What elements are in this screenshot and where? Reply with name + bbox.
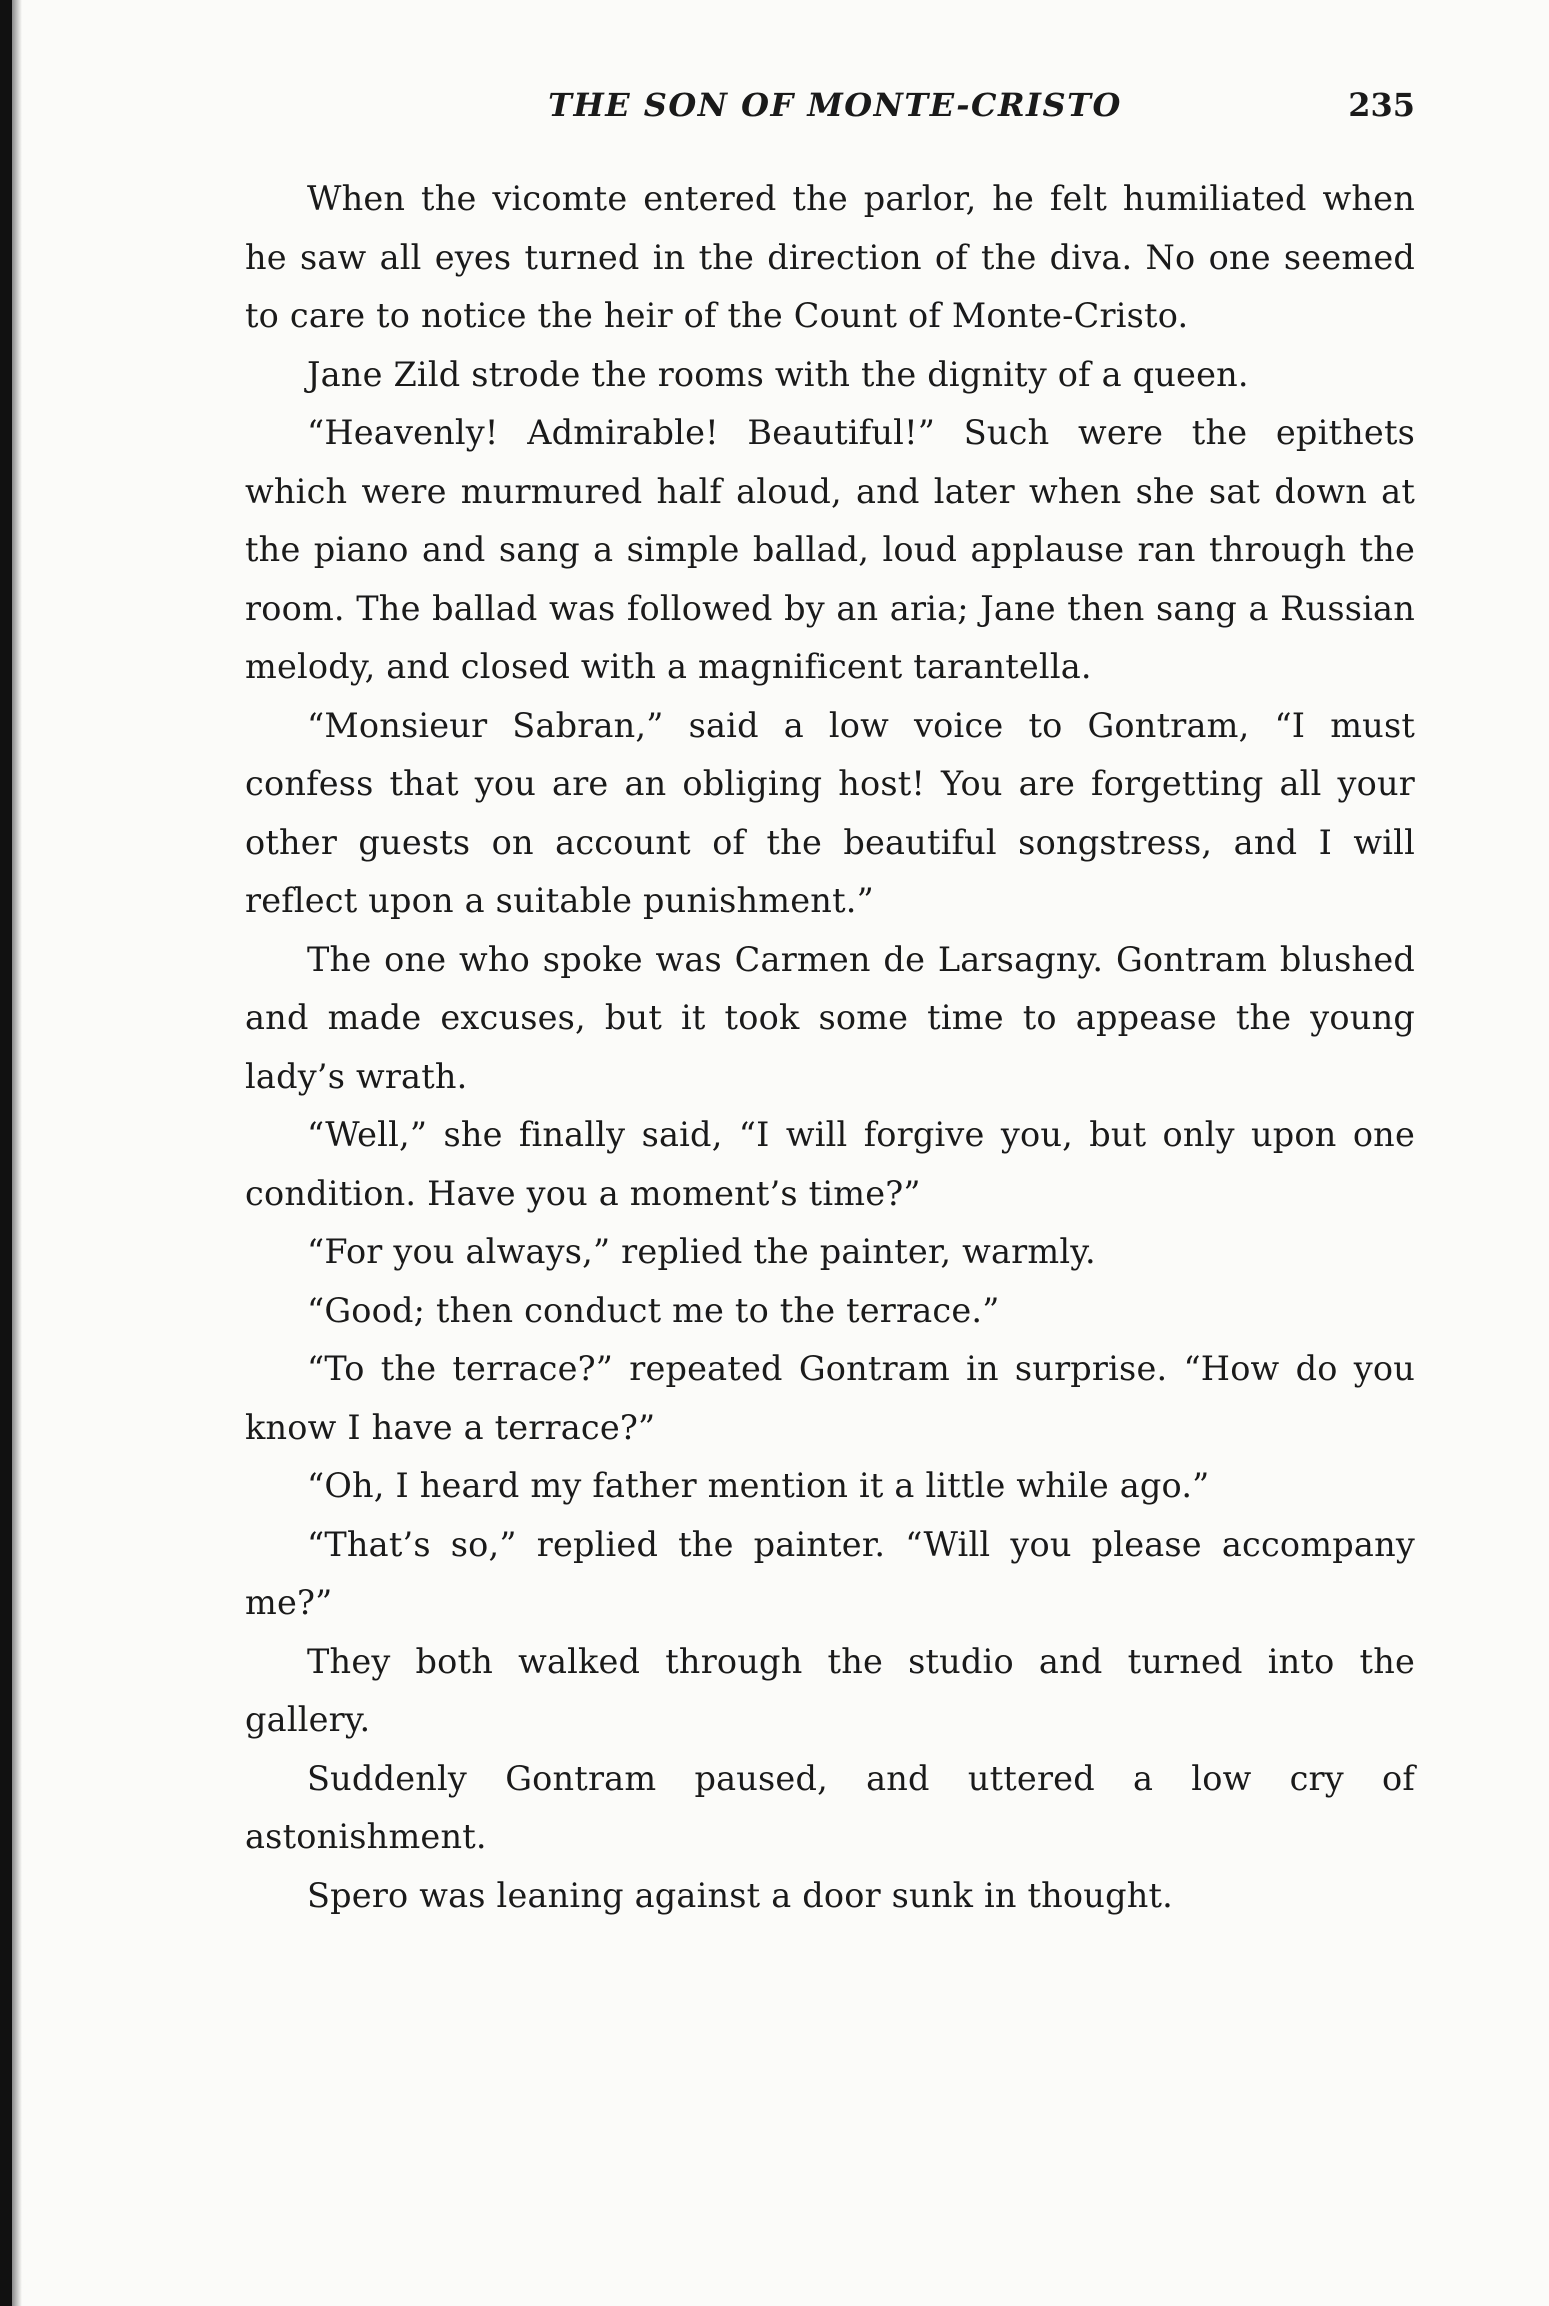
page-header xyxy=(245,86,1415,138)
paragraph: “For you always,” replied the painter, warmly. xyxy=(307,1232,1096,1271)
page-binding-edge xyxy=(0,0,12,2306)
paragraph: “Oh, I heard my father mention it a little while ago.” xyxy=(307,1466,1210,1505)
paragraph: Spero was leaning against a door sunk in thought. xyxy=(307,1875,1173,1915)
page-number: 235 xyxy=(1348,86,1415,124)
paragraph: When the vicomte entered the parlor, he felt humiliated when he saw all eyes turned in the direction of the diva. No one seemed to care to notice the heir of the Count of Monte-Cristo. xyxy=(245,179,1415,335)
paragraph: The one who spoke was Carmen de Larsagny. Gontram blushed and made excuses, but it took some time to appease the young lady’s wrath. xyxy=(245,939,1415,1096)
running-title: THE SON OF MONTE-CRISTO xyxy=(548,86,1122,124)
paragraph: Suddenly Gontram paused, and uttered a low cry of astonishment. xyxy=(245,1758,1415,1856)
paragraph: “To the terrace?” repeated Gontram in surprise. “How do you know I have a terrace?” xyxy=(245,1349,1415,1447)
page-binding-shadow xyxy=(12,0,22,2306)
paragraph: “That’s so,” replied the painter. “Will you please accompany me?” xyxy=(245,1524,1415,1622)
paragraph: Jane Zild strode the rooms with the dignity of a queen. xyxy=(307,354,1249,394)
paragraph: “Well,” she finally said, “I will forgive you, but only upon one condition. Have you a moment’s time?” xyxy=(245,1115,1415,1213)
paragraph: “Monsieur Sabran,” said a low voice to Gontram, “I must confess that you are an obliging host! You are forgetting all your other guests on account of the beautiful songstress, and I will reflect upon a suitable punishment.” xyxy=(245,705,1415,920)
paragraph: “Good; then conduct me to the terrace.” xyxy=(307,1290,1000,1330)
paragraph: “Heavenly! Admirable! Beautiful!” Such were the epithets which were murmured half aloud, and later when she sat down at the piano and sang a simple ballad, loud applause ran through the room. The ballad was followed by an aria; Jane then sang a Russian melody, and closed with a magnificent tarantella. xyxy=(245,413,1415,686)
paragraph: They both walked through the studio and turned into the gallery. xyxy=(245,1641,1415,1739)
body-text xyxy=(245,170,1415,1925)
